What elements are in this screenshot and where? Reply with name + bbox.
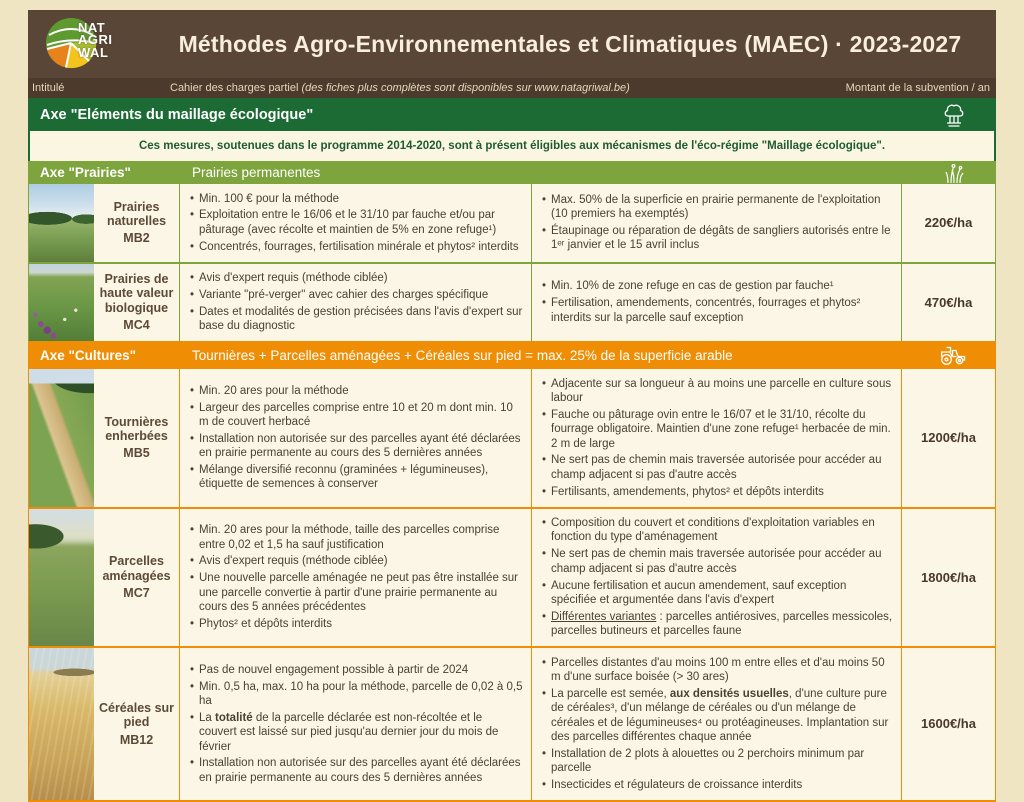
bullet-item: • Avis d'expert requis (méthode ciblée) bbox=[190, 271, 523, 285]
bullet-item: • Composition du couvert et conditions d'exploitation variables en fonction du type d'aménagement bbox=[542, 516, 893, 545]
natagriwal-logo bbox=[44, 14, 164, 74]
mc7-subsidy-amount: 1800€/ha bbox=[921, 569, 976, 585]
method-code: MC7 bbox=[123, 585, 150, 600]
mb2-conditions-right bbox=[532, 184, 902, 262]
method-label-mb2 bbox=[94, 184, 180, 262]
bullet-list bbox=[190, 381, 523, 494]
bullet-list bbox=[542, 374, 893, 502]
document-sheet bbox=[28, 10, 996, 802]
bullet-item: • Exploitation entre le 16/06 et le 31/10 par fauche et/ou par pâturage (avec récolte et maintien de 5% en zone refuge¹) bbox=[190, 208, 523, 237]
bullet-item: • Aucune fertilisation et aucun amendement, sauf exception spécifiée et argumentée dans l'avis d'expert bbox=[542, 579, 893, 608]
bullet-item: • Mélange diversifié reconnu (graminées + légumineuses), étiquette de semences à conserver bbox=[190, 463, 523, 492]
column-header-cahier bbox=[170, 82, 630, 94]
bullet-item: • Phytos² et dépôts interdits bbox=[190, 617, 523, 631]
method-name: Parcelles aménagées bbox=[102, 554, 171, 583]
bullet-item: • Adjacente sur sa longueur à au moins une parcelle en culture sous labour bbox=[542, 377, 893, 406]
bullet-item: • Différentes variantes : parcelles antiérosives, parcelles messicoles, parcelles butineurs et parcelles faune bbox=[542, 610, 893, 639]
bullet-list bbox=[542, 277, 893, 328]
bullet-item: • Pas de nouvel engagement possible à partir de 2024 bbox=[190, 663, 523, 677]
axe-prairies-label: Axe "Prairies" bbox=[40, 165, 131, 180]
photo-prairies-naturelles bbox=[29, 184, 94, 262]
header-bar bbox=[28, 10, 996, 78]
section-bar-prairies bbox=[28, 161, 996, 184]
bullet-list bbox=[542, 514, 893, 642]
method-label-mb5 bbox=[94, 369, 180, 507]
bullet-list bbox=[190, 269, 523, 337]
column-header-strip bbox=[28, 78, 996, 98]
bullet-item: • Fertilisants, amendements, phytos² et dépôts interdits bbox=[542, 485, 893, 499]
bullet-item: • Installation de 2 plots à alouettes ou 2 perchoirs minimum par parcelle bbox=[542, 747, 893, 776]
bullet-item: • Installation non autorisée sur des parcelles ayant été déclarées en prairie permanente au cours des 5 dernières années bbox=[190, 756, 523, 785]
method-name: Prairies naturelles bbox=[106, 199, 167, 229]
method-row-mb12 bbox=[28, 646, 996, 800]
method-row-mb5 bbox=[28, 369, 996, 507]
section-cultures bbox=[28, 341, 996, 802]
bullet-item: • Dates et modalités de gestion précisées dans l'avis d'expert sur base du diagnostic bbox=[190, 305, 523, 334]
bullet-item: • Largeur des parcelles comprise entre 10 et 20 m dont min. 10 m de couvert herbacé bbox=[190, 401, 523, 430]
bullet-list bbox=[542, 190, 893, 255]
cahier-plain: Cahier des charges partiel bbox=[170, 82, 302, 94]
method-row-mc4 bbox=[28, 262, 996, 342]
bullet-item: • Fauche ou pâturage ovin entre le 16/07 et le 31/10, récolte du fourrage obligatoire. Maintien d'une zone refuge¹ herbacée de min. 2 m de large bbox=[542, 408, 893, 451]
mb5-conditions-left bbox=[180, 369, 532, 507]
method-code: MB2 bbox=[123, 231, 150, 246]
section-prairies bbox=[28, 161, 996, 341]
mb5-conditions-right bbox=[532, 369, 902, 507]
method-label-mc4 bbox=[94, 264, 180, 342]
bullet-item: • Min. 20 ares pour la méthode, taille des parcelles comprise entre 0,02 et 1,5 ha sauf justification bbox=[190, 523, 523, 552]
bullet-list bbox=[190, 521, 523, 634]
mc4-conditions-right bbox=[532, 264, 902, 342]
section-bar-cultures bbox=[28, 341, 996, 369]
photo-prairies-haute-valeur bbox=[29, 264, 94, 342]
bullet-item: • Min. 100 € pour la méthode bbox=[190, 192, 523, 206]
bullet-item: • Fertilisation, amendements, concentrés, fourrages et phytos² interdits sur la parcelle sauf exception bbox=[542, 296, 893, 325]
bullet-item: • Concentrés, fourrages, fertilisation minérale et phytos² interdits bbox=[190, 240, 523, 254]
tractor-icon bbox=[938, 344, 966, 366]
mc7-conditions-left bbox=[180, 509, 532, 647]
method-name: Prairies de haute valeur biologique bbox=[99, 272, 174, 315]
photo-parcelles-amenagees bbox=[29, 509, 94, 647]
bullet-item: • Avis d'expert requis (méthode ciblée) bbox=[190, 554, 523, 568]
axe-cultures-label: Axe "Cultures" bbox=[40, 347, 137, 363]
grass-flowers-icon bbox=[944, 162, 966, 184]
method-row-mb2 bbox=[28, 184, 996, 262]
method-name: Céréales sur pied bbox=[98, 700, 175, 730]
page-title: Méthodes Agro-Environnementales et Climatiques (MAEC) · 2023-2027 bbox=[178, 30, 962, 57]
bullet-item: • Ne sert pas de chemin mais traversée autorisée pour accéder au champ adjacent si pas d'autre accès bbox=[542, 453, 893, 482]
mc4-subsidy-amount: 470€/ha bbox=[924, 294, 973, 310]
mb5-subsidy-amount: 1200€/ha bbox=[921, 430, 976, 446]
section-bar-maillage-ecologique bbox=[28, 98, 996, 131]
mc7-conditions-right bbox=[532, 509, 902, 647]
hedge-tree-icon bbox=[942, 102, 966, 128]
photo-tournieres-enherbees bbox=[29, 369, 94, 507]
bullet-item: • Min. 0,5 ha, max. 10 ha pour la méthode, parcelle de 0,02 à 0,5 ha bbox=[190, 680, 523, 709]
eco-regime-note bbox=[28, 131, 996, 161]
natagriwal-logo-text: NAT AGRI WAL bbox=[78, 20, 113, 60]
bullet-item: • Étaupinage ou réparation de dégâts de sangliers autorisés entre le 1ᵉʳ janvier et le 15 avril inclus bbox=[542, 224, 893, 253]
bullet-item: • La totalité de la parcelle déclarée est non-récoltée et le couvert est laissé sur pied jusqu'au dernier jour du mois de février bbox=[190, 711, 523, 754]
column-header-montant: Montant de la subvention / an bbox=[845, 82, 990, 94]
bullet-item: • Ne sert pas de chemin mais traversée autorisée pour accéder au champ adjacent si pas d'autre accès bbox=[542, 547, 893, 576]
bullet-item: • Variante "pré-verger" avec cahier des charges spécifique bbox=[190, 288, 523, 302]
bullet-item: • Installation non autorisée sur des parcelles ayant été déclarées en prairie permanente au cours des 5 dernières années bbox=[190, 432, 523, 461]
method-name: Tournières enherbées bbox=[104, 414, 169, 444]
bullet-item: • Max. 50% de la superficie en prairie permanente de l'exploitation (10 premiers ha exemptés) bbox=[542, 193, 893, 222]
bullet-item: • Une nouvelle parcelle aménagée ne peut pas être installée sur une parcelle convertie à partir d'une prairie permanente au cours des 5 années précédentes bbox=[190, 571, 523, 614]
bullet-item: • Parcelles distantes d'au moins 100 m entre elles et d'au moins 50 m d'une surface boisée (> 30 ares) bbox=[542, 656, 893, 685]
mb2-subsidy-amount: 220€/ha bbox=[924, 215, 973, 231]
bullet-list bbox=[190, 189, 523, 257]
prairies-subtitle: Prairies permanentes bbox=[192, 165, 321, 180]
method-code: MB12 bbox=[119, 732, 154, 747]
bullet-item: • Min. 10% de zone refuge en cas de gestion par fauche¹ bbox=[542, 279, 893, 293]
mb2-conditions-left bbox=[180, 184, 532, 262]
mb12-subsidy-amount: 1600€/ha bbox=[921, 716, 976, 732]
bullet-item: • La parcelle est semée, aux densités usuelles, d'une culture pure de céréales³, d'un mélange de céréales ou d'un mélange de céréales et de légumineuses⁴ ou protéagineuses. Implantation sur des parcelles différentes chaque année bbox=[542, 687, 893, 745]
method-label-mc7 bbox=[94, 509, 180, 647]
mc4-conditions-left bbox=[180, 264, 532, 342]
bullet-item: • Min. 20 ares pour la méthode bbox=[190, 384, 523, 398]
section-title-maillage: Axe "Eléments du maillage écologique" bbox=[40, 106, 314, 123]
method-code: MC4 bbox=[123, 318, 150, 333]
method-row-mc7 bbox=[28, 507, 996, 647]
method-code: MB5 bbox=[123, 446, 150, 461]
cultures-subtitle: Tournières + Parcelles aménagées + Céréales sur pied = max. 25% de la superficie arable bbox=[192, 347, 733, 363]
eco-regime-note-text: Ces mesures, soutenues dans le programme 2014-2020, sont à présent éligibles aux mécanismes de l'éco-régime "Maillage écologique". bbox=[138, 140, 886, 152]
bullet-item: • Insecticides et régulateurs de croissance interdits bbox=[542, 778, 893, 792]
column-header-intitule: Intitulé bbox=[32, 82, 65, 94]
cahier-italic: (des fiches plus complètes sont disponibles sur www.natagriwal.be) bbox=[301, 82, 630, 94]
